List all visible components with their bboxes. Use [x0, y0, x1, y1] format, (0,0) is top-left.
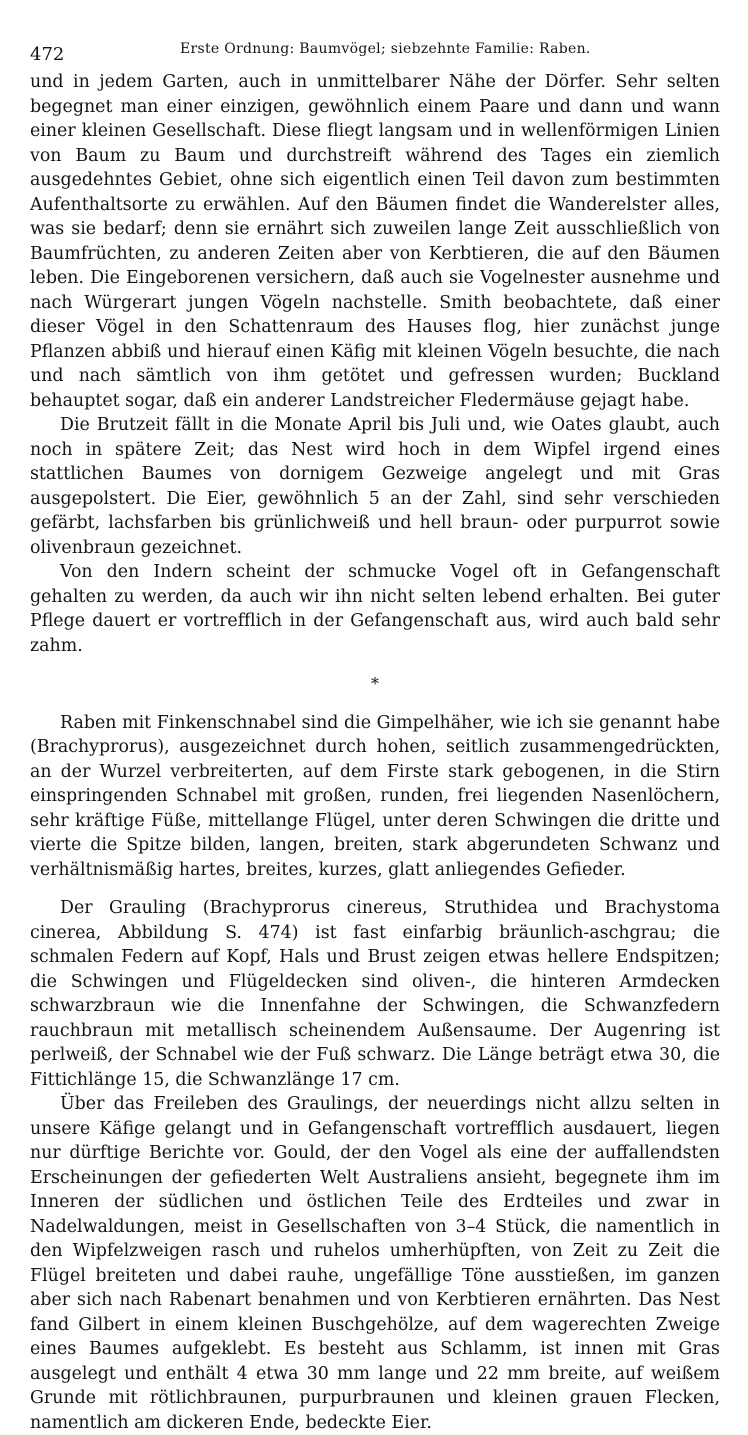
running-head: Erste Ordnung: Baumvögel; siebzehnte Familie: Raben. — [180, 41, 591, 57]
page-number: 472 — [30, 44, 65, 65]
body-text — [30, 70, 720, 1435]
page-header — [28, 38, 720, 65]
paragraph-grauling-freileben: Über das Freileben des Graulings, der neuerdings nicht allzu selten in unsere Käfige gelangt und in Gefangenschaft vortrefflich ausdauert, liegen nur dürftige Berichte vor. Gould, der den Vogel als eine der auffallendsten Erscheinungen der gefiederten Welt Australiens ansieht, begegnete ihm im Inneren der südlichen und östlichen Teile des Erdteiles und zwar in Nadelwaldungen, meist in Gesellschaften von 3–4 Stück, die namentlich in den Wipfelzweigen rasch und ruhelos umherhüpften, von Zeit zu Zeit die Flügel breiteten und dabei rauhe, ungefällige Töne ausstießen, im ganzen aber sich nach Rabenart benahmen und von Kerbtieren ernährten. Das Nest fand Gilbert in einem kleinen Buschgehölze, auf dem wagerechten Zweige eines Baumes aufgeklebt. Es besteht aus Schlamm, ist innen mit Gras ausgelegt und enthält 4 etwa 30 mm lange und 22 mm breite, auf weißem Grunde mit rötlichbraunen, purpurbraunen und kleinen grauen Flecken, namentlich am dickeren Ende, bedeckte Eier. — [30, 1094, 720, 1433]
paragraph-captivity: Von den Indern scheint der schmucke Vogel oft in Gefangenschaft gehalten zu werden, da auch wir ihn nicht selten lebend erhalten. Bei guter Pflege dauert er vortrefflich in der Gefangenschaft aus, wird auch bald sehr zahm. — [30, 562, 720, 656]
paragraph-breeding: Die Brutzeit fällt in die Monate April bis Juli und, wie Oates glaubt, auch noch in spätere Zeit; das Nest wird hoch in dem Wipfel irgend eines stattlichen Baumes von dornigem Gezweige angelegt und mit Gras ausgepolstert. Die Eier, gewöhnlich 5 an der Zahl, sind sehr verschieden gefärbt, lachsfarben bis grünlichweiß und hell braun- oder purpurrot sowie olivenbraun gezeichnet. — [30, 415, 720, 558]
section-separator: * — [371, 674, 379, 693]
paragraph-gap — [30, 882, 720, 896]
paragraph-grauling-description: Der Grauling (Brachyprorus cinereus, Struthidea und Brachystoma cinerea, Abbildung S. 474) ist fast einfarbig bräunlich-aschgrau; die schmalen Federn auf Kopf, Hals und Brust zeigen etwas hellere Endspitzen; die Schwingen und Flügeldecken sind oliven-, die hinteren Armdecken schwarzbraun wie die Innenfahne der Schwingen, die Schwanzfedern rauchbraun mit metallisch scheinendem Außensaume. Der Augenring ist perlweiß, der Schnabel wie der Fuß schwarz. Die Länge beträgt etwa 30, die Fittichlänge 15, die Schwanzlänge 17 cm. — [30, 898, 720, 1090]
paragraph-gimpelhaeher-genus: Raben mit Finkenschnabel sind die Gimpelhäher, wie ich sie genannt habe (Brachyprorus), ausgezeichnet durch hohen, seitlich zusammengedrückten, an der Wurzel verbreiterten, auf dem Firste stark gebogenen, in die Stirn einspringenden Schnabel mit großen, runden, frei liegenden Nasenlöchern, sehr kräftige Füße, mittellange Flügel, unter deren Schwingen die dritte und vierte die Spitze bilden, langen, breiten, stark abgerundeten Schwanz und verhältnismäßig hartes, breites, kurzes, glatt anliegendes Gefieder. — [30, 712, 720, 880]
paragraph-wanderelster-habits: und in jedem Garten, auch in unmittelbarer Nähe der Dörfer. Sehr selten begegnet man einer einzigen, gewöhnlich einem Paare und dann und wann einer kleinen Gesellschaft. Diese fliegt langsam und in wellenförmigen Linien von Baum zu Baum und durchstreift während des Tages ein ziemlich ausgedehntes Gebiet, ohne sich eigentlich einen Teil davon zum bestimmten Aufenthaltsorte zu erwählen. Auf den Bäumen findet die Wanderelster alles, was sie bedarf; denn sie ernährt sich zuweilen lange Zeit ausschließlich von Baumfrüchten, zu anderen Zeiten aber von Kerbtieren, die auf den Bäumen leben. Die Eingeborenen versichern, daß auch sie Vogelnester ausnehme und nach Würgerart jungen Vögeln nachstelle. Smith beobachtete, daß einer dieser Vögel in den Schattenraum des Hauses flog, hier zunächst junge Pflanzen abbiß und hierauf einen Käfig mit kleinen Vögeln besuchte, die nach und nach sämtlich von ihm getötet und gefressen wurden; Buckland behauptet sogar, daß ein anderer Landstreicher Fledermäuse gejagt habe. — [30, 72, 720, 411]
